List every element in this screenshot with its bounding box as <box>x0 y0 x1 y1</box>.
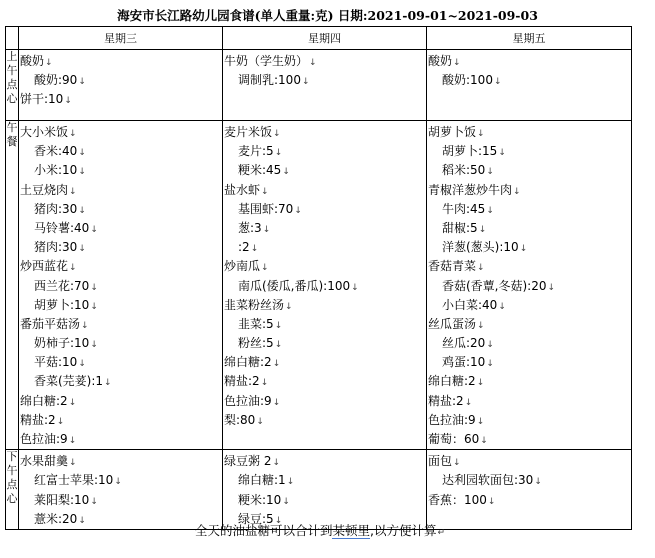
dish-line <box>428 392 631 411</box>
dish-line <box>428 181 631 200</box>
dish-name: 精盐:2 <box>20 412 56 427</box>
ingredient-text: :2 <box>238 240 250 255</box>
ingredient-text: 酸奶:90 <box>34 73 78 88</box>
day-header: 星期五 <box>427 27 632 50</box>
ingredient-line <box>20 238 222 257</box>
meal-label <box>6 50 19 121</box>
paragraph-mark-icon: ↓ <box>69 263 77 274</box>
meal-row <box>6 50 632 121</box>
dish-name: 韭菜粉丝汤 <box>224 297 285 312</box>
menu-cell <box>223 50 427 121</box>
dish-line <box>20 181 222 200</box>
paragraph-mark-icon: ↓ <box>285 301 293 312</box>
ingredient-line <box>20 71 222 90</box>
dish-line <box>20 392 222 411</box>
dish-line <box>224 411 426 430</box>
paragraph-mark-icon: ↓ <box>68 436 77 446</box>
paragraph-mark-icon: ↓ <box>69 129 77 139</box>
ingredient-line <box>20 161 222 180</box>
ingredient-line <box>20 142 222 161</box>
dish-line <box>20 452 222 471</box>
paragraph-mark-icon: ↓ <box>90 301 98 312</box>
ingredient-text: 麦片:5 <box>238 144 274 159</box>
dish-name: 土豆烧肉 <box>20 182 69 197</box>
paragraph-mark-icon: ↓ <box>478 224 487 235</box>
meal-label-char: 心 <box>6 92 18 105</box>
dish-name: 香蕉：100 <box>428 492 487 507</box>
ingredient-line <box>20 296 222 315</box>
ingredient-text: 香菜(芫荽):1 <box>34 374 104 389</box>
dish-name: 饼干:10 <box>20 92 64 107</box>
dish-name: 绿豆粥 2 <box>224 454 272 469</box>
ingredient-line <box>428 200 631 219</box>
dish-name: 丝瓜蛋汤 <box>428 316 477 331</box>
paragraph-mark-icon: ↓ <box>274 340 283 351</box>
paragraph-mark-icon: ↓ <box>282 496 290 507</box>
dish-name: 精盐:2 <box>428 393 464 408</box>
ingredient-line <box>224 471 426 490</box>
ingredient-text: 稻米:50 <box>442 163 486 178</box>
ingredient-text: 香菇(香蕈,冬菇):20 <box>442 278 547 293</box>
ingredient-line <box>428 334 631 353</box>
dish-line <box>224 296 426 315</box>
dish-line <box>224 123 426 142</box>
dish-name: 大小米饭 <box>20 125 69 139</box>
paragraph-mark-icon: ↓ <box>256 416 264 427</box>
dish-line <box>224 392 426 411</box>
dish-line <box>428 430 631 449</box>
ingredient-text: 绿豆:5 <box>238 511 274 526</box>
dish-name: 梨:80 <box>224 412 256 427</box>
dish-name: 面包 <box>428 454 453 469</box>
dish-name: 炒南瓜 <box>224 259 261 274</box>
dish-name: 番茄平菇汤 <box>20 316 81 331</box>
dish-line <box>428 452 631 471</box>
menu-cell <box>427 50 632 121</box>
ingredient-line <box>20 353 222 372</box>
ingredient-text: 马铃薯:40 <box>34 220 90 235</box>
ingredient-text: 调制乳:100 <box>238 73 301 88</box>
paragraph-mark-icon: ↓ <box>274 148 283 159</box>
footer-note <box>0 521 640 539</box>
dish-name: 青椒洋葱炒牛肉 <box>428 182 513 197</box>
dish-line <box>20 123 222 142</box>
paragraph-mark-icon: ↓ <box>45 58 53 68</box>
paragraph-mark-icon: ↓ <box>90 496 98 507</box>
ingredient-line <box>20 200 222 219</box>
ingredient-text: 香米:40 <box>34 144 78 159</box>
footer-text-pre: 全天的油盐糖可以合计到 <box>194 523 333 538</box>
paragraph-mark-icon: ↓ <box>351 282 359 293</box>
ingredient-text: 酸奶:100 <box>442 73 493 88</box>
dish-line <box>20 430 222 449</box>
menu-cell <box>223 450 427 530</box>
ingredient-line <box>224 200 426 219</box>
dish-line <box>20 257 222 276</box>
dish-line <box>428 52 631 71</box>
menu-cell <box>427 121 632 450</box>
ingredient-text: 胡萝卜:15 <box>442 144 498 159</box>
paragraph-mark-icon: ↓ <box>480 436 488 446</box>
paragraph-mark-icon: ↓ <box>477 320 485 331</box>
ingredient-text: 猪肉:30 <box>34 201 78 216</box>
paragraph-mark-icon: ↓ <box>464 397 473 408</box>
dish-name: 香菇青菜 <box>428 259 477 274</box>
paragraph-mark-icon: ↓ <box>486 167 494 178</box>
ingredient-line <box>224 219 426 238</box>
dish-name: 色拉油:9 <box>428 412 476 427</box>
dish-line <box>224 181 426 200</box>
paragraph-mark-icon: ↓ <box>453 58 461 68</box>
paragraph-mark-icon: ↓ <box>493 77 502 88</box>
meal-label-char: 午 <box>6 121 18 134</box>
ingredient-line <box>224 238 426 257</box>
ingredient-line <box>428 296 631 315</box>
meal-label-char: 点 <box>6 478 18 492</box>
ingredient-line <box>428 71 631 90</box>
dish-name: 色拉油:9 <box>224 393 272 408</box>
ingredient-line <box>224 161 426 180</box>
dish-name: 盐水虾 <box>224 182 261 197</box>
dish-name: 胡萝卜饭 <box>428 125 477 139</box>
dish-line <box>224 257 426 276</box>
paragraph-mark-icon: ↓ <box>69 458 77 469</box>
ingredient-text: 粳米:45 <box>238 163 282 178</box>
paragraph-mark-icon: ↓ <box>274 515 283 526</box>
ingredient-line <box>20 491 222 510</box>
ingredient-line <box>428 471 631 490</box>
ingredient-text: 猪肉:30 <box>34 240 78 255</box>
meal-label-char: 午 <box>6 464 18 478</box>
dish-name: 酸奶 <box>428 54 453 68</box>
page-title: 海安市长江路幼儿园食谱(单人重量:克) 日期:2021-09-01~2021-09-03 <box>117 8 538 23</box>
paragraph-mark-icon: ↓ <box>272 458 280 469</box>
paragraph-mark-icon: ↓ <box>519 244 528 255</box>
dish-name: 精盐:2 <box>224 374 260 389</box>
paragraph-mark-icon: ↓ <box>64 96 72 107</box>
dish-name: 绵白糖:2 <box>20 393 68 408</box>
ingredient-line <box>224 334 426 353</box>
ingredient-text: 韭菜:5 <box>238 316 274 331</box>
meal-label <box>6 121 19 450</box>
dish-name: 绵白糖:2 <box>224 355 272 370</box>
ingredient-text: 鸡蛋:10 <box>442 355 486 370</box>
dish-name: 葡萄：60 <box>428 432 480 446</box>
dish-line <box>428 372 631 391</box>
footer-text-underlined-1: 某顿 <box>332 523 358 538</box>
paragraph-mark-icon: ↓ <box>69 186 77 197</box>
ingredient-text: 洋葱(葱头):10 <box>442 240 519 255</box>
paragraph-mark-icon: ↓ <box>261 186 269 197</box>
paragraph-mark-icon: ↓ <box>78 359 86 370</box>
paragraph-mark-icon: ↓ <box>274 320 283 331</box>
paragraph-mark-icon: ↓ <box>513 186 521 197</box>
ingredient-text: 平菇:10 <box>34 355 78 370</box>
dish-line <box>428 123 631 142</box>
paragraph-mark-icon: ↓ <box>90 224 98 235</box>
ingredient-line <box>428 219 631 238</box>
menu-cell <box>427 450 632 530</box>
paragraph-mark-icon: ↓ <box>250 244 259 255</box>
meal-row <box>6 450 632 530</box>
ingredient-line <box>224 277 426 296</box>
day-header: 星期四 <box>223 27 427 50</box>
footer-text-underlined-2: 里 <box>357 523 370 538</box>
ingredient-line <box>224 315 426 334</box>
paragraph-mark-icon: ↓ <box>78 244 86 255</box>
ingredient-line <box>20 471 222 490</box>
dish-name: 酸奶 <box>20 54 45 68</box>
paragraph-mark-icon: ↓ <box>56 416 65 427</box>
ingredient-text: 达利园软面包:30 <box>442 473 534 488</box>
paragraph-mark-icon: ↓ <box>90 282 98 293</box>
dish-line <box>428 491 631 510</box>
dish-name: 麦片米饭 <box>224 125 273 139</box>
ingredient-line <box>224 491 426 510</box>
meal-label-char: 心 <box>6 492 18 506</box>
paragraph-mark-icon: ↓ <box>81 320 89 331</box>
ingredient-text: 粳米:10 <box>238 492 282 507</box>
ingredient-text: 奶柿子:10 <box>34 336 90 351</box>
paragraph-mark-icon: ↓ <box>78 515 86 526</box>
paragraph-mark-icon: ↓ <box>487 496 496 507</box>
meal-label-char: 餐 <box>6 135 18 148</box>
ingredient-text: 小米:10 <box>34 163 78 178</box>
paragraph-mark-icon: ↓ <box>273 129 281 139</box>
paragraph-mark-icon: ↓ <box>272 359 281 370</box>
ingredient-text: 牛肉:45 <box>442 201 486 216</box>
ingredient-line <box>224 142 426 161</box>
ingredient-text: 丝瓜:20 <box>442 336 486 351</box>
meal-label-char: 下 <box>6 450 18 464</box>
footer-text-post: ,以方便计算 <box>370 523 437 538</box>
dish-line <box>20 411 222 430</box>
ingredient-line <box>428 277 631 296</box>
ingredient-text: 莱阳梨:10 <box>34 492 90 507</box>
dish-name: 绵白糖:2 <box>428 374 476 389</box>
ingredient-text: 胡萝卜:10 <box>34 297 90 312</box>
paragraph-mark-icon: ↓ <box>477 129 485 139</box>
paragraph-mark-icon: ↓ <box>78 205 86 216</box>
ingredient-text: 甜椒:5 <box>442 220 478 235</box>
meal-label-char: 午 <box>6 64 18 77</box>
paragraph-mark-icon: ↓ <box>260 378 269 389</box>
meal-label <box>6 450 19 530</box>
dish-line <box>224 353 426 372</box>
paragraph-mark-icon: ↓ <box>486 359 494 370</box>
meal-label-char: 点 <box>6 78 18 91</box>
paragraph-mark-icon: ↓ <box>498 148 506 159</box>
dish-line <box>224 372 426 391</box>
dish-line <box>428 411 631 430</box>
paragraph-mark-icon: ↓ <box>498 301 506 312</box>
paragraph-mark-icon: ↓ <box>486 205 494 216</box>
ingredient-line <box>428 238 631 257</box>
ingredient-text: 粉丝:5 <box>238 336 274 351</box>
paragraph-mark-icon: ↓ <box>68 397 77 408</box>
paragraph-mark-icon: ↓ <box>261 263 269 274</box>
ingredient-text: 薏米:20 <box>34 511 78 526</box>
paragraph-mark-icon: ↓ <box>301 77 310 88</box>
paragraph-mark-icon: ↓ <box>78 77 86 88</box>
dish-name: 牛奶（学生奶） <box>224 54 309 68</box>
paragraph-mark-icon: ↓ <box>547 282 556 293</box>
header-row <box>6 27 632 50</box>
dish-line <box>20 52 222 71</box>
paragraph-mark-icon: ↓ <box>476 416 485 427</box>
menu-cell <box>223 121 427 450</box>
ingredient-line <box>20 277 222 296</box>
dish-line <box>20 315 222 334</box>
paragraph-mark-icon: ↓ <box>282 167 290 178</box>
dish-name: 炒西蓝花 <box>20 259 69 274</box>
paragraph-mark-icon: ↓ <box>477 263 485 274</box>
paragraph-mark-icon: ↓ <box>309 58 317 68</box>
meal-label-char: 上 <box>6 50 18 63</box>
ingredient-line <box>20 219 222 238</box>
menu-table <box>5 26 632 530</box>
ingredient-text: 南瓜(倭瓜,番瓜):100 <box>238 278 351 293</box>
corner-cell <box>6 27 19 50</box>
ingredient-line <box>20 334 222 353</box>
paragraph-mark-icon: ↓ <box>534 477 542 488</box>
paragraph-mark-icon: ↓ <box>104 378 112 389</box>
ingredient-line <box>428 353 631 372</box>
menu-cell <box>19 121 223 450</box>
ingredient-text: 葱:3 <box>238 220 262 235</box>
meal-row <box>6 121 632 450</box>
paragraph-mark-icon: ↓ <box>272 397 281 408</box>
dish-line <box>428 257 631 276</box>
paragraph-mark-icon: ↓ <box>78 167 86 178</box>
paragraph-mark-icon: ↵ <box>437 528 446 538</box>
paragraph-mark-icon: ↓ <box>78 148 86 159</box>
ingredient-line <box>20 372 222 391</box>
dish-name: 水果甜羹 <box>20 454 69 469</box>
ingredient-text: 小白菜:40 <box>442 297 498 312</box>
ingredient-text: 基围虾:70 <box>238 201 294 216</box>
paragraph-mark-icon: ↓ <box>90 340 98 351</box>
dish-name: 色拉油:9 <box>20 432 68 446</box>
ingredient-line <box>428 142 631 161</box>
ingredient-line <box>224 71 426 90</box>
ingredient-line <box>428 161 631 180</box>
ingredient-text: 西兰花:70 <box>34 278 90 293</box>
dish-line <box>224 452 426 471</box>
paragraph-mark-icon: ↓ <box>453 458 461 469</box>
day-header: 星期三 <box>19 27 223 50</box>
menu-cell <box>19 50 223 121</box>
dish-line <box>20 90 222 109</box>
paragraph-mark-icon: ↓ <box>286 477 295 488</box>
paragraph-mark-icon: ↓ <box>476 378 485 389</box>
dish-line <box>224 52 426 71</box>
ingredient-text: 红富士苹果:10 <box>34 473 114 488</box>
dish-line <box>428 315 631 334</box>
paragraph-mark-icon: ↓ <box>294 205 302 216</box>
paragraph-mark-icon: ↓ <box>262 224 271 235</box>
paragraph-mark-icon: ↓ <box>114 477 122 488</box>
ingredient-text: 绵白糖:1 <box>238 473 286 488</box>
paragraph-mark-icon: ↓ <box>486 340 494 351</box>
menu-cell <box>19 450 223 530</box>
